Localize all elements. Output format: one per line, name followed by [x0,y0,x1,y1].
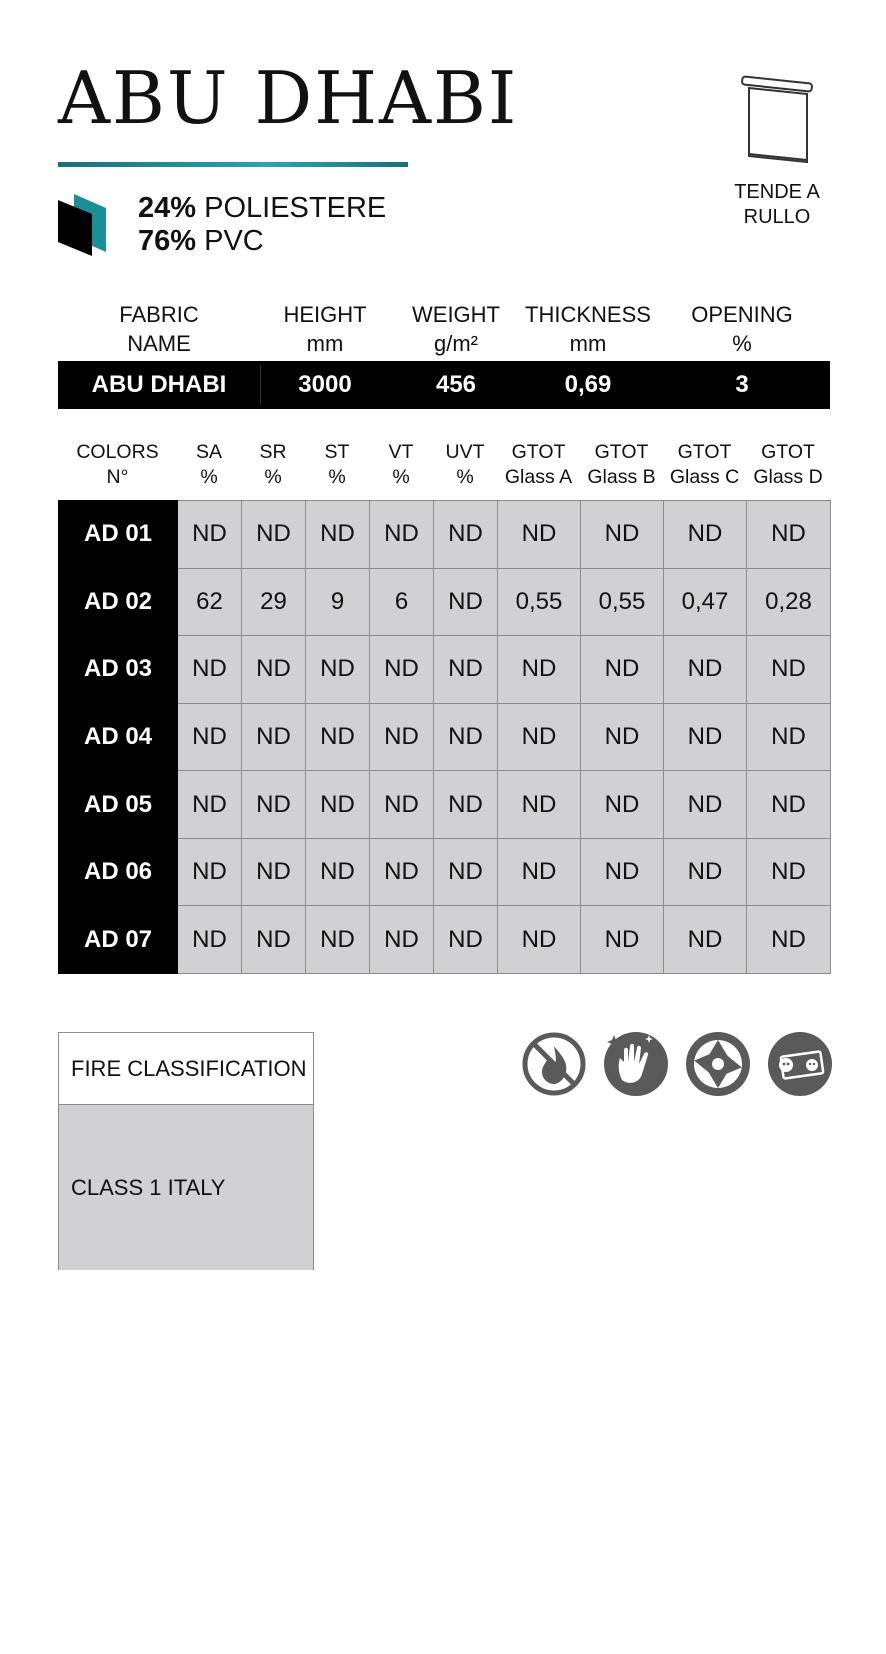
table-cell: ND [747,771,831,839]
color-code-cell: AD 07 [59,906,178,974]
table-cell: ND [498,838,581,906]
col-header-vt: VT % [388,441,414,488]
table-cell: ND [747,838,831,906]
table-cell: ND [306,906,370,974]
table-row [59,501,831,569]
table-cell: ND [747,501,831,569]
table-cell: ND [498,906,581,974]
washable-icon [768,1032,832,1096]
table-cell: ND [581,703,664,771]
flame-retardant-icon [522,1032,586,1096]
col-header-gtot-c: GTOT Glass C [669,441,740,488]
composition-line-1: 24% POLIESTERE [138,192,387,224]
table-cell: ND [242,501,306,569]
fire-classification-value: CLASS 1 ITALY [59,1105,313,1270]
fabric-layers-icon [58,190,110,256]
spec-weight: 456 [435,371,477,398]
table-cell: 0,55 [498,568,581,636]
table-cell: ND [747,906,831,974]
table-cell: ND [434,838,498,906]
table-cell: 0,47 [664,568,747,636]
table-cell: ND [581,771,664,839]
table-cell: ND [498,771,581,839]
table-cell: ND [434,906,498,974]
fire-classification-header: FIRE CLASSIFICATION [59,1033,313,1105]
table-cell: 0,28 [747,568,831,636]
table-cell: ND [581,501,664,569]
table-cell: ND [434,703,498,771]
col-header-sa: SA % [195,441,222,488]
fire-classification-box [58,1032,314,1270]
table-row [59,838,831,906]
spec-header-height: HEIGHT mm [283,302,367,356]
table-cell: ND [178,501,242,569]
table-cell: ND [306,771,370,839]
color-code-cell: AD 03 [59,636,178,704]
antibacterial-hand-icon [604,1032,668,1096]
table-row [59,771,831,839]
product-type-label: TENDE A RULLO [734,181,820,228]
table-cell: ND [178,703,242,771]
table-cell: ND [581,906,664,974]
col-header-st: ST % [324,441,350,488]
table-cell: ND [370,501,434,569]
table-cell: ND [581,838,664,906]
col-header-sr: SR % [259,441,287,488]
composition-line-2: 76% PVC [138,225,264,257]
table-row [59,636,831,704]
table-cell: ND [581,636,664,704]
table-cell: ND [178,906,242,974]
shutter-aperture-icon [686,1032,750,1096]
table-cell: ND [498,636,581,704]
table-cell: ND [242,906,306,974]
page-title: ABU DHABI [58,56,519,140]
table-cell: ND [242,703,306,771]
table-cell: ND [178,771,242,839]
table-cell: ND [747,636,831,704]
table-cell: ND [498,703,581,771]
col-header-uvt: UVT % [445,441,485,488]
table-cell: ND [242,636,306,704]
roller-blind-icon [740,74,814,164]
table-row [59,568,831,636]
table-row [59,703,831,771]
spec-header-opening: OPENING % [691,302,793,356]
table-cell: ND [434,568,498,636]
table-cell: ND [370,906,434,974]
table-cell: 0,55 [581,568,664,636]
color-table-headers [58,440,830,492]
table-cell: 6 [370,568,434,636]
col-header-colors: COLORS N° [76,441,159,488]
spec-height: 3000 [298,371,352,398]
spec-thickness: 0,69 [564,371,612,398]
title-underline [58,162,408,167]
table-cell: ND [664,636,747,704]
table-cell: ND [498,501,581,569]
table-cell: ND [178,838,242,906]
table-cell: ND [306,838,370,906]
table-cell: ND [664,838,747,906]
table-cell: ND [664,703,747,771]
table-cell: 29 [242,568,306,636]
table-cell: ND [242,838,306,906]
table-cell: ND [664,771,747,839]
spec-fabric-name: ABU DHABI [91,371,227,398]
col-header-gtot-a: GTOT Glass A [504,441,573,488]
table-cell: ND [306,636,370,704]
table-row [59,906,831,974]
color-performance-table [58,500,831,974]
table-cell: ND [306,703,370,771]
table-cell: 9 [306,568,370,636]
table-cell: ND [370,771,434,839]
table-cell: 62 [178,568,242,636]
color-code-cell: AD 02 [59,568,178,636]
table-cell: ND [664,501,747,569]
color-code-cell: AD 01 [59,501,178,569]
spec-header-weight: WEIGHT g/m² [412,302,500,356]
spec-headers [58,300,830,360]
table-cell: ND [664,906,747,974]
spec-opening: 3 [735,371,749,398]
spec-header-fabric-name: FABRIC NAME [119,302,199,356]
table-cell: ND [370,838,434,906]
col-header-gtot-b: GTOT Glass B [587,441,656,488]
spec-values-row [58,361,830,409]
table-cell: ND [306,501,370,569]
table-cell: ND [747,703,831,771]
color-code-cell: AD 04 [59,703,178,771]
table-cell: ND [434,636,498,704]
spec-header-thickness: THICKNESS mm [525,302,651,356]
table-cell: ND [242,771,306,839]
table-cell: ND [370,703,434,771]
table-cell: ND [370,636,434,704]
table-cell: ND [178,636,242,704]
table-cell: ND [434,501,498,569]
color-code-cell: AD 05 [59,771,178,839]
col-header-gtot-d: GTOT Glass D [753,441,823,488]
table-cell: ND [434,771,498,839]
color-code-cell: AD 06 [59,838,178,906]
